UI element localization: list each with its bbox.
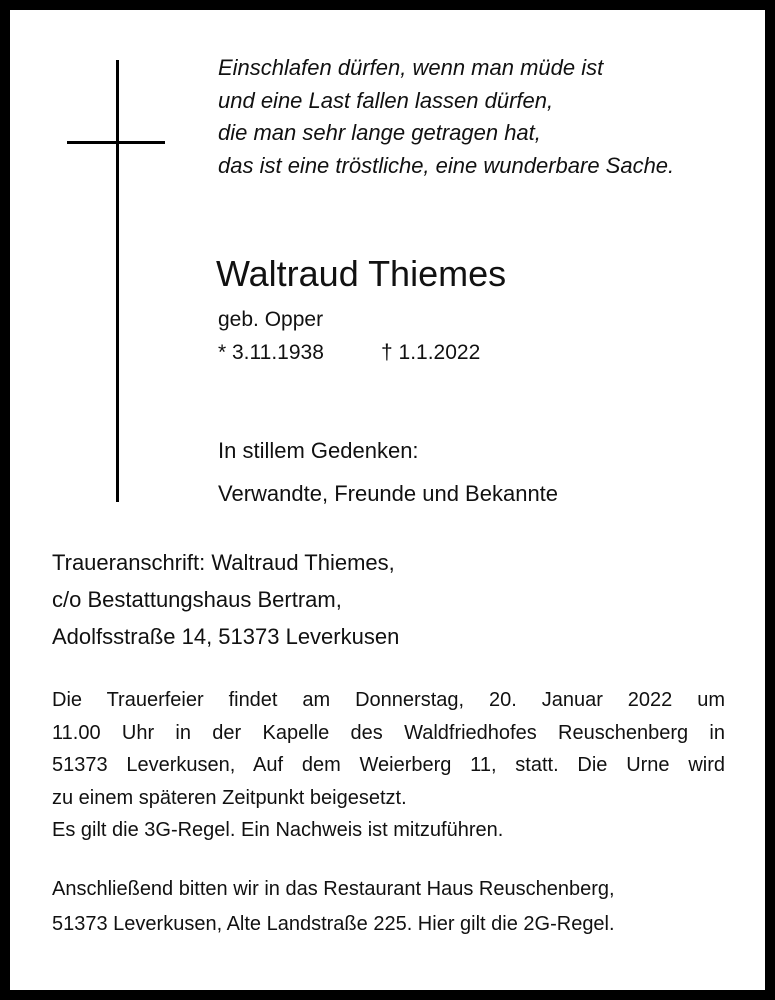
poem-line: die man sehr lange getragen hat, xyxy=(218,120,541,145)
ceremony-line: zu einem späteren Zeitpunkt beigesetzt. xyxy=(52,786,407,809)
poem-line: das ist eine tröstliche, eine wunderbare Sache. xyxy=(218,152,675,178)
cross-vertical-bar xyxy=(116,60,119,502)
reception-paragraph xyxy=(52,872,615,942)
death-date: † 1.1.2022 xyxy=(381,341,481,364)
reception-line: 51373 Leverkusen, Alte Landstraße 225. Hier gilt die 2G-Regel. xyxy=(52,913,615,935)
mourners-line: Verwandte, Freunde und Bekannte xyxy=(218,481,559,506)
ceremony-line: Die Trauerfeier findet am Donnerstag, 20. Januar 2022 um xyxy=(52,689,725,711)
mourning-address xyxy=(52,544,399,655)
ceremony-paragraph xyxy=(52,684,725,847)
memory-line: In stillem Gedenken: xyxy=(218,438,419,463)
deceased-name: Waltraud Thiemes xyxy=(216,253,507,294)
ceremony-line: 11.00 Uhr in der Kapelle des Waldfriedhofes Reuschenberg in xyxy=(52,721,725,744)
ceremony-line: 51373 Leverkusen, Auf dem Weierberg 11, statt. Die Urne wird xyxy=(52,754,725,776)
address-line: Adolfsstraße 14, 51373 Leverkusen xyxy=(52,624,400,649)
poem-line: und eine Last fallen lassen dürfen, xyxy=(218,87,554,113)
poem xyxy=(218,52,674,182)
address-line: Traueranschrift: Waltraud Thiemes, xyxy=(52,550,395,575)
cross-horizontal-bar xyxy=(67,141,165,144)
ceremony-line: Es gilt die 3G-Regel. Ein Nachweis ist mitzuführen. xyxy=(52,819,504,841)
maiden-name: geb. Opper xyxy=(218,308,324,331)
birth-date: * 3.11.1938 xyxy=(218,341,324,364)
reception-line: Anschließend bitten wir in das Restaurant Haus Reuschenberg, xyxy=(52,878,615,900)
poem-line: Einschlafen dürfen, wenn man müde ist xyxy=(218,55,604,80)
address-line: c/o Bestattungshaus Bertram, xyxy=(52,587,342,612)
